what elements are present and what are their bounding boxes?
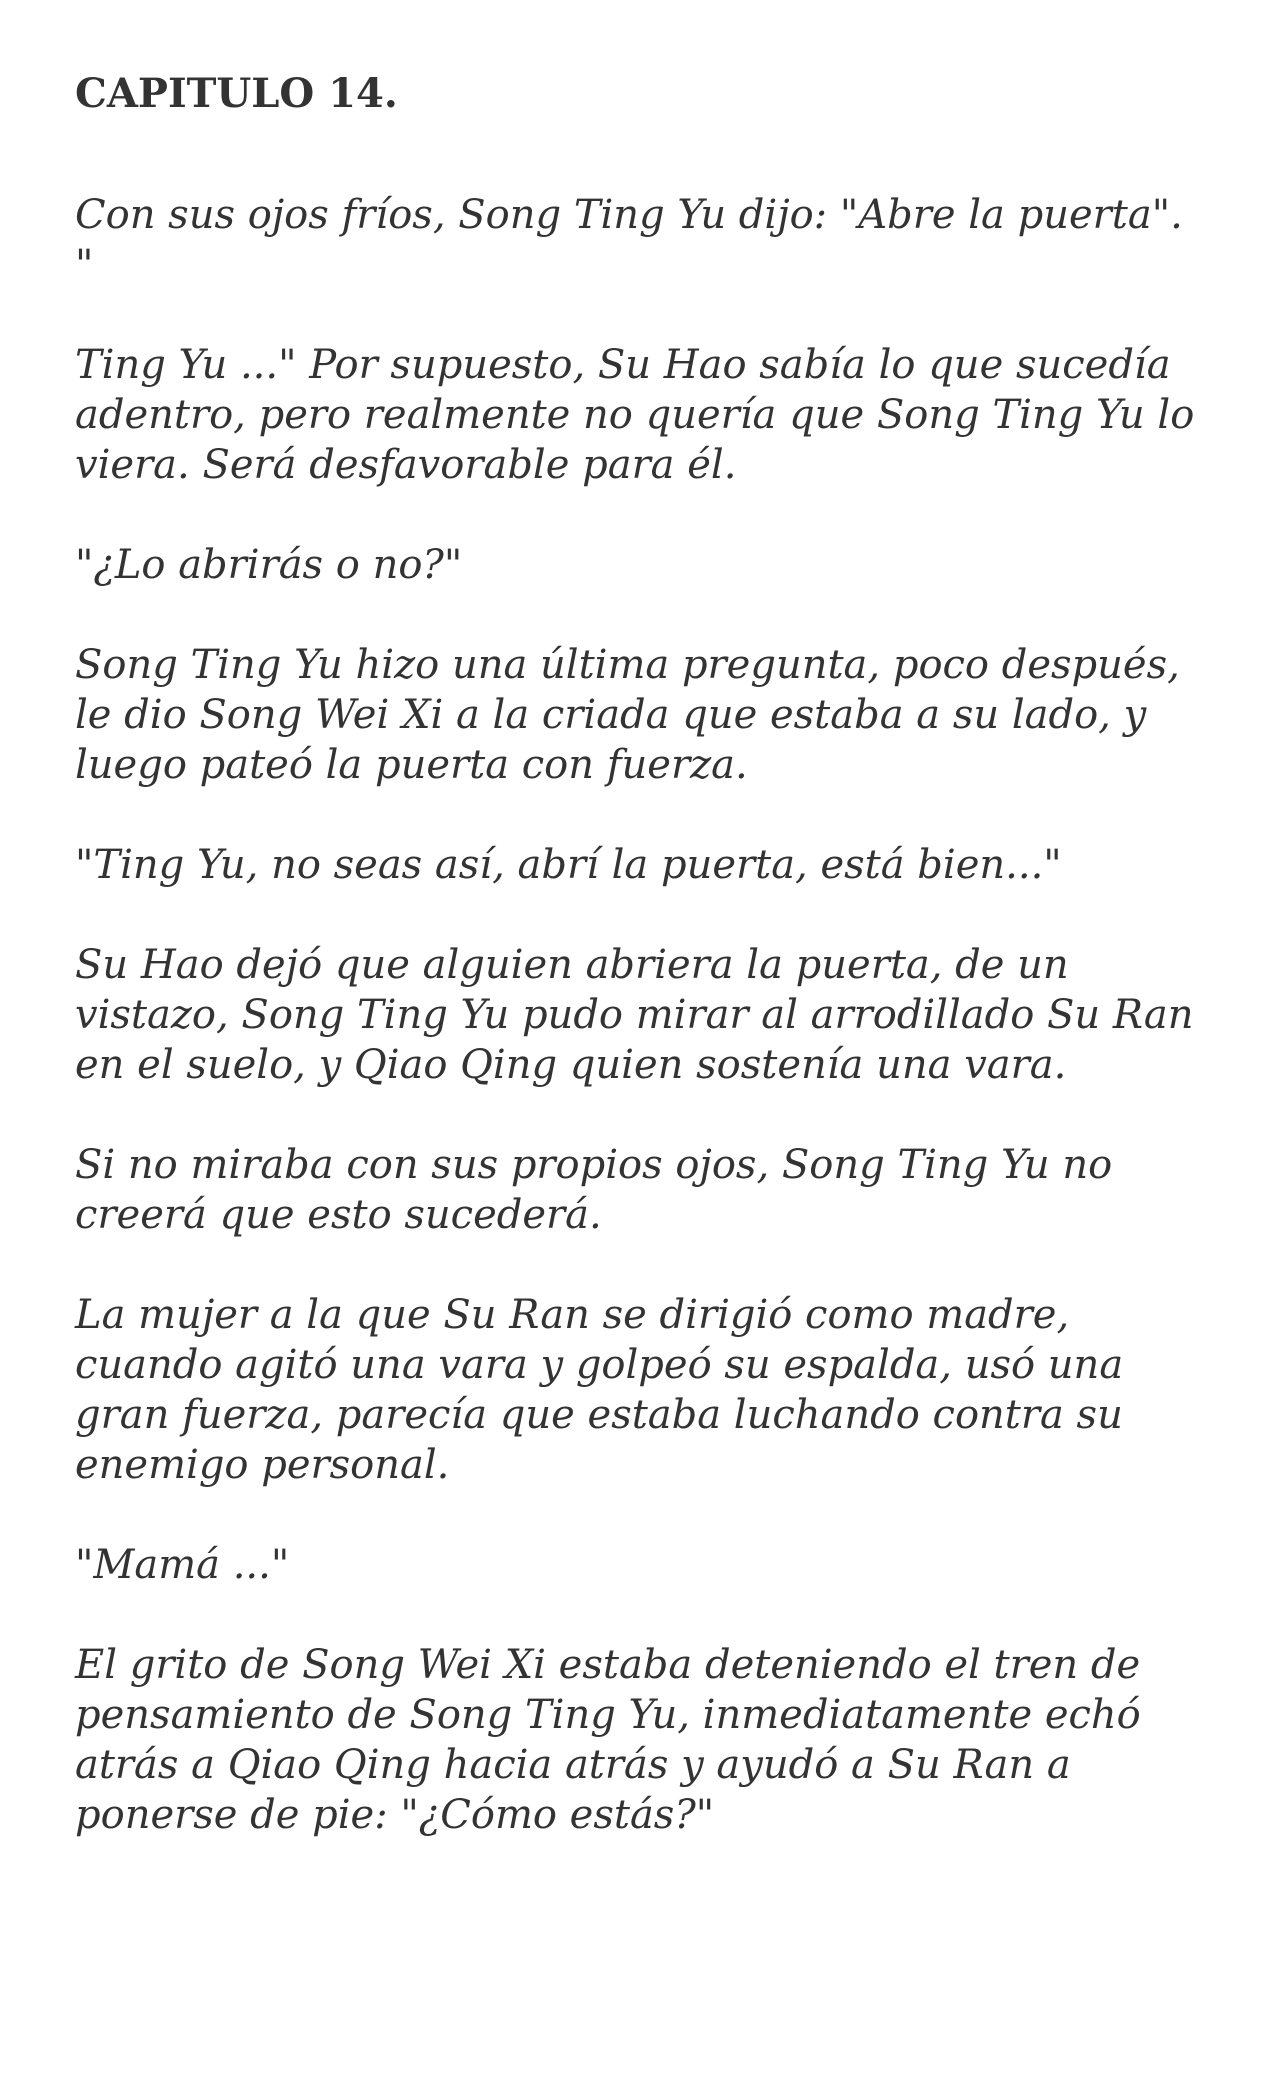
- paragraph-10: El grito de Song Wei Xi estaba deteniendo el tren de pensamiento de Song Ting Yu, inmediatamente echó atrás a Qiao Qing hacia atrás y ayudó a Su Ran a ponerse de pie: "¿Cómo estás?": [75, 1642, 1141, 1838]
- paragraph-9: "Mamá ...": [75, 1542, 290, 1588]
- paragraph-6: Su Hao dejó que alguien abriera la puerta, de un vistazo, Song Ting Yu pudo mirar al arrodillado Su Ran en el suelo, y Qiao Qing quien sostenía una vara.: [75, 942, 1194, 1088]
- paragraph-4: Song Ting Yu hizo una última pregunta, poco después, le dio Song Wei Xi a la criada que estaba a su lado, y luego pateó la puerta con fuerza.: [75, 642, 1180, 788]
- chapter-title: CAPITULO 14.: [75, 70, 398, 117]
- paragraph-1: Con sus ojos fríos, Song Ting Yu dijo: "Abre la puerta". ": [75, 192, 1183, 288]
- paragraph-2: Ting Yu ..." Por supuesto, Su Hao sabía lo que sucedía adentro, pero realmente no quería que Song Ting Yu lo viera. Será desfavorable para él.: [75, 342, 1195, 488]
- paragraph-8: La mujer a la que Su Ran se dirigió como madre, cuando agitó una vara y golpeó su espalda, usó una gran fuerza, parecía que estaba luchando contra su enemigo personal.: [75, 1292, 1124, 1488]
- paragraph-5: "Ting Yu, no seas así, abrí la puerta, está bien...": [75, 842, 1062, 888]
- paragraph-3: "¿Lo abrirás o no?": [75, 542, 463, 588]
- paragraph-7: Si no miraba con sus propios ojos, Song Ting Yu no creerá que esto sucederá.: [75, 1142, 1113, 1238]
- document-page: [75, 70, 1205, 1890]
